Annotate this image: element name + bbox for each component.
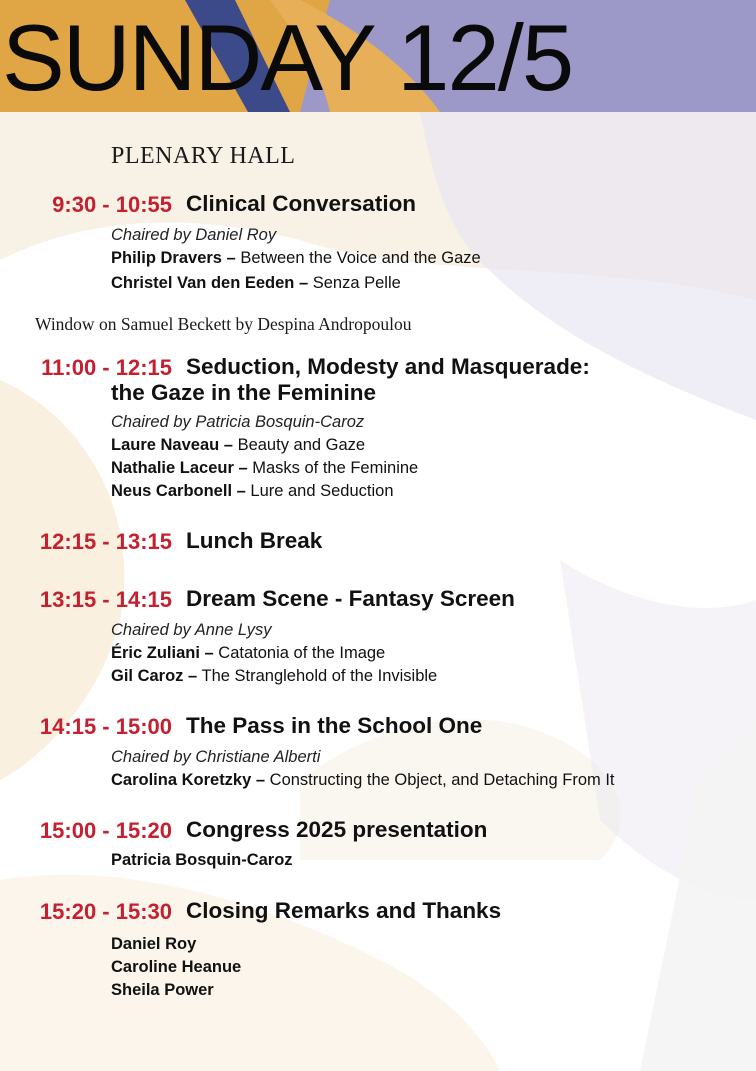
speaker-line [111,272,481,295]
speaker-name: Christel Van den Eeden – [111,274,309,292]
talk-title: The Stranglehold of the Invisible [201,667,438,685]
interlude-note: Window on Samuel Beckett by Despina Andropoulou [35,314,412,334]
session-time: 13:15 - 14:15 [39,587,172,612]
session-title: Lunch Break [186,528,323,553]
speaker-line [111,979,241,1002]
speaker-name: Caroline Heanue [111,958,242,976]
session-chair: Chaired by Patricia Bosquin-Caroz [111,413,365,431]
speaker-name: Carolina Koretzky – [111,771,266,789]
session-chair: Chaired by Christiane Alberti [111,748,321,766]
session-item [0,354,756,500]
session-title: Seduction, Modesty and Masquerade: [186,354,590,379]
talk-title: Between the Voice and the Gaze [240,249,481,267]
session-time: 15:20 - 15:30 [39,899,172,924]
speaker-line [111,665,437,688]
talk-title: Senza Pelle [312,274,401,292]
speaker-name: Neus Carbonell – [111,482,246,500]
session-time: 15:00 - 15:20 [39,818,172,843]
session-title: Closing Remarks and Thanks [186,898,502,923]
session-item [0,817,756,869]
session-item [0,898,756,999]
talk-title: Catatonia of the Image [218,644,386,662]
session-time: 12:15 - 13:15 [39,529,172,554]
speaker-name: Gil Caroz – [111,667,198,685]
session-title: Clinical Conversation [186,191,417,216]
speaker-name: Philip Dravers – [111,249,236,267]
speaker-line [111,956,241,979]
session-title-line2: the Gaze in the Feminine [111,380,377,405]
speaker-line [111,769,615,792]
session-time: 11:00 - 12:15 [41,355,172,380]
speaker-name: Éric Zuliani – [111,644,214,662]
talk-title: Beauty and Gaze [237,436,366,454]
speaker-name: Daniel Roy [111,935,197,953]
speaker-name: Sheila Power [111,981,214,999]
speaker-line [111,642,437,665]
venue-label: PLENARY HALL [111,143,296,169]
talk-title: Masks of the Feminine [252,459,419,477]
speaker-name: Laure Naveau – [111,436,233,454]
speaker-name: Patricia Bosquin-Caroz [111,851,293,869]
session-title: The Pass in the School One [186,713,483,738]
session-item [0,191,756,292]
session-item [0,713,756,789]
speaker-line [111,933,241,956]
speaker-line [111,247,481,270]
session-chair: Chaired by Anne Lysy [111,621,272,639]
session-item [0,528,756,556]
session-title: Congress 2025 presentation [186,817,488,842]
session-time: 9:30 - 10:55 [52,192,172,217]
day-title: SUNDAY 12/5 [2,5,573,110]
speaker-name: Nathalie Laceur – [111,459,248,477]
session-chair: Chaired by Daniel Roy [111,226,277,244]
speaker-line [111,849,293,872]
session-title: Dream Scene - Fantasy Screen [186,586,515,611]
speaker-line [111,434,418,457]
talk-title: Constructing the Object, and Detaching From It [269,771,615,789]
session-time: 14:15 - 15:00 [39,714,172,739]
speaker-line [111,457,418,480]
speaker-line [111,480,418,503]
talk-title: Lure and Seduction [250,482,394,500]
session-item [0,586,756,685]
